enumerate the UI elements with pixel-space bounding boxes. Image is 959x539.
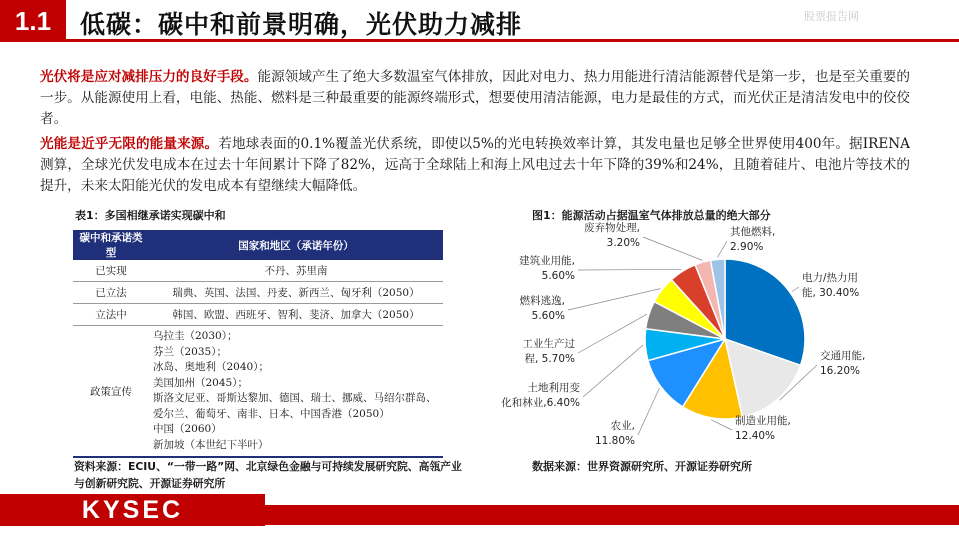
- pie-leader-line: [643, 237, 702, 260]
- pie-leader-line: [578, 314, 647, 353]
- table-caption: 表1：多国相继承诺实现碳中和: [75, 209, 226, 222]
- table-cell-countries: 乌拉圭（2030）； 芬兰（2035）； 冰岛、奥地利（2040）； 美国加州（2045）； 斯洛文尼亚、哥斯达黎加、德国、瑞士、挪威、马绍尔群岛、爱尔兰、葡萄牙、南非、日本、中国香港（2050） 中国（2060） 新加坡（本世纪下半叶）: [149, 326, 443, 458]
- emissions-pie-chart: [501, 222, 900, 457]
- pie-leader-line: [718, 241, 727, 257]
- pie-label: 电力/热力用能, 30.40%: [802, 272, 860, 299]
- table-row: [73, 282, 443, 304]
- figure-source: 数据来源：世界资源研究所、开源证券研究所: [532, 460, 752, 473]
- table-cell-countries: 韩国、欧盟、西班牙、智利、斐济、加拿大（2050）: [149, 304, 443, 326]
- page-title: 低碳：碳中和前景明确，光伏助力减排: [80, 10, 523, 39]
- section-number-badge: 1.1: [0, 0, 66, 42]
- table-row: [73, 304, 443, 326]
- table-cell-countries: 不丹、苏里南: [149, 260, 443, 282]
- paragraph-2: [40, 134, 910, 197]
- pie-label: 工业生产过程, 5.70%: [522, 338, 575, 365]
- table-cell-countries: 瑞典、英国、法国、丹麦、新西兰、匈牙利（2050）: [149, 282, 443, 304]
- paragraph-1-highlight: 光伏将是应对减排压力的良好手段。: [40, 69, 258, 85]
- footer-bar: [265, 505, 959, 525]
- pie-leader-line: [711, 420, 732, 430]
- figure-caption: 图1：能源活动占据温室气体排放总量的绝大部分: [532, 209, 771, 222]
- pie-label: 制造业用能, 12.40%: [735, 415, 791, 442]
- table-cell-type: 已实现: [73, 260, 149, 282]
- table-row: [73, 260, 443, 282]
- logo-text: KYSEC: [81, 495, 184, 524]
- table-cell-type: 政策宣传: [73, 326, 149, 458]
- table-source: 资料来源：ECIU、“一带一路”网、北京绿色金融与可持续发展研究院、高瓴产业与创新研究院、开源证券研究所: [74, 460, 462, 490]
- table-row: [73, 326, 443, 458]
- watermark: 股票报告网: [804, 10, 859, 23]
- pie-label: 农业, 11.80%: [594, 420, 635, 447]
- pie-leader-line: [583, 345, 643, 397]
- pie-leader-line: [638, 388, 659, 435]
- kysec-logo: [0, 494, 265, 526]
- paragraph-1-body: 能源领域产生了绝大多数温室气体排放，因此对电力、热力用能进行清洁能源替代是第一步，也是至关重要的一步。从能源使用上看，电能、热能、燃料是三种最重要的能源终端形式，想要使用清洁能源，电力是最佳的方式，而光伏正是清洁发电中的佼佼者。: [40, 69, 910, 127]
- paragraph-2-body: 若地球表面的0.1%覆盖光伏系统，即使以5%的光电转换效率计算，其发电量也足够全世界使用400年。据IRENA测算，全球光伏发电成本在过去十年间累计下降了82%，远高于全球陆上和海上风电过去十年下降的39%和24%，且随着硅片、电池片等技术的提升，未来太阳能光伏的发电成本有望继续大幅降低。: [40, 136, 910, 194]
- title-underline: [66, 39, 959, 42]
- pie-label: 其他燃料, 2.90%: [730, 226, 776, 253]
- table-header-type: 碳中和承诺类型: [73, 230, 149, 260]
- carbon-neutral-table: [73, 230, 443, 458]
- table-cell-type: 立法中: [73, 304, 149, 326]
- pie-leader-line: [568, 289, 660, 310]
- pie-label: 建筑业用能, 5.60%: [519, 255, 575, 282]
- paragraph-2-highlight: 光能是近乎无限的能量来源。: [40, 136, 219, 152]
- paragraph-1: [40, 67, 910, 130]
- pie-label: 燃料逃逸, 5.60%: [519, 295, 565, 322]
- pie-label: 废弃物处理, 3.20%: [584, 222, 640, 249]
- table-header-countries: 国家和地区（承诺年份）: [149, 230, 443, 260]
- pie-label: 土地利用变化和林业,6.40%: [501, 382, 580, 409]
- pie-label: 交通用能, 16.20%: [820, 350, 866, 377]
- pie-leader-line: [578, 269, 682, 270]
- pie-leader-line: [792, 287, 799, 292]
- table-cell-type: 已立法: [73, 282, 149, 304]
